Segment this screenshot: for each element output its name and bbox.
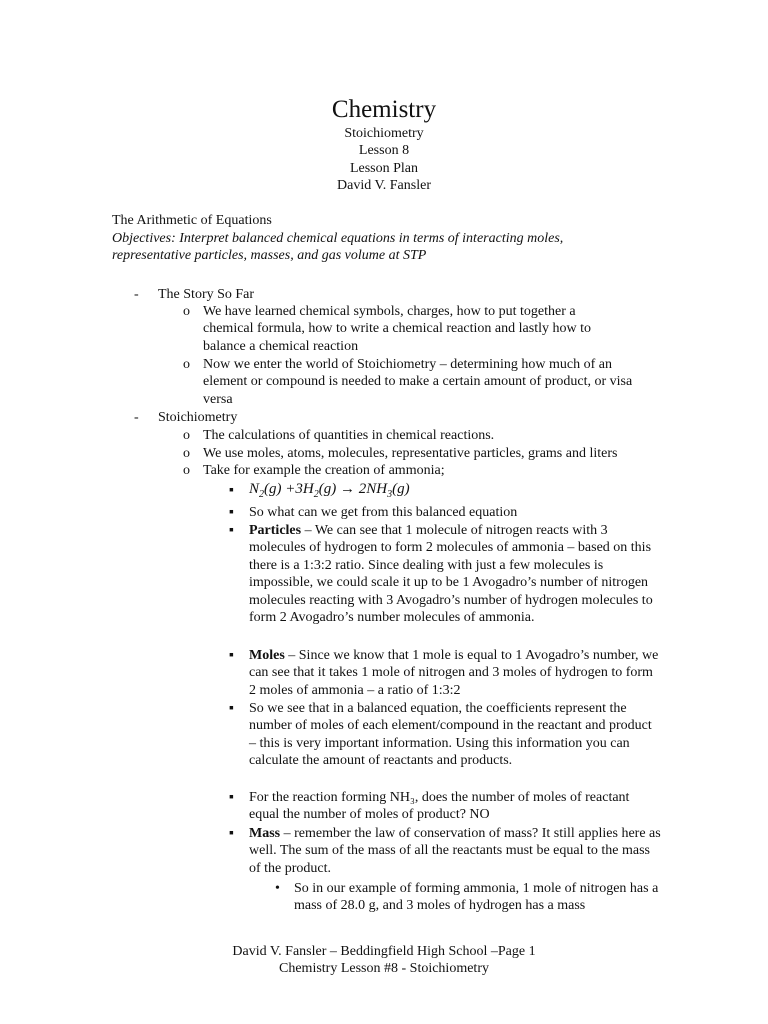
objectives-text: Objectives: Interpret balanced chemical equations in terms of interacting moles, representative particles, masses, and gas volume at STP bbox=[112, 231, 564, 264]
coefficients-paragraph: So we see that in a balanced equation, the coefficients represent the number of moles of each element/compound in the reactant and product – this is very important information. Using this information you can calculate the amount of reactants and products. bbox=[249, 701, 652, 769]
stoich-item-calculations: The calculations of quantities in chemical reactions. bbox=[203, 428, 495, 443]
dash-bullet: - bbox=[134, 410, 139, 425]
circle-bullet: o bbox=[183, 428, 190, 443]
square-bullet: ▪ bbox=[229, 648, 234, 663]
stoich-item-units: We use moles, atoms, molecules, representative particles, grams and liters bbox=[203, 446, 618, 461]
moles-label: Moles bbox=[249, 648, 285, 663]
particles-label: Particles bbox=[249, 523, 302, 538]
circle-bullet: o bbox=[183, 304, 190, 319]
dot-bullet: • bbox=[275, 881, 280, 896]
document-type: Lesson Plan bbox=[349, 160, 419, 176]
equation-question: So what can we get from this balanced equation bbox=[249, 505, 518, 520]
story-item-stoichiometry: Now we enter the world of Stoichiometry – determining how much of an element or compound is needed to make a certain amount of product, or visa versa bbox=[203, 357, 633, 407]
circle-bullet: o bbox=[183, 446, 190, 461]
square-bullet: ▪ bbox=[229, 701, 234, 716]
square-bullet: ▪ bbox=[229, 790, 234, 805]
author-name: David V. Fansler bbox=[337, 178, 431, 194]
document-header bbox=[0, 95, 768, 195]
section-title: The Arithmetic of Equations bbox=[112, 213, 272, 228]
mass-paragraph: Mass – remember the law of conservation of mass? It still applies here as well. The sum of the mass of all the reactants must be equal to the mass of the product. bbox=[249, 826, 661, 876]
page-footer bbox=[0, 943, 768, 978]
subject-line: Stoichiometry bbox=[344, 126, 424, 141]
particles-paragraph: Particles – We can see that 1 molecule of nitrogen reacts with 3 molecules of hydrogen to form 2 molecules of ammonia – based on this there is a 1:3:2 ratio. Since dealing with just a few molecules is impossible, we could scale it up to be 1 Avogadro’s number of nitrogen molecules reacting with 3 Avogadro’s number of hydrogen molecules to form 2 Avogadro’s number molecules of ammonia. bbox=[249, 523, 653, 626]
square-bullet: ▪ bbox=[229, 483, 234, 498]
lesson-number: Lesson 8 bbox=[358, 143, 410, 159]
ammonia-equation: $N_2(g) +3H_2(g) \to 2NH_3(g)$ bbox=[249, 481, 410, 500]
story-heading: The Story So Far bbox=[158, 287, 255, 302]
square-bullet: ▪ bbox=[229, 505, 234, 520]
mass-example: So in our example of forming ammonia, 1 mole of nitrogen has a mass of 28.0 g, and 3 moles of hydrogen has a mass bbox=[294, 881, 659, 914]
square-bullet: ▪ bbox=[229, 523, 234, 538]
square-bullet: ▪ bbox=[229, 826, 234, 841]
footer-author-line: David V. Fansler – Beddingfield High School –Page 1 bbox=[232, 944, 536, 959]
moles-paragraph: Moles – Since we know that 1 mole is equal to 1 Avogadro’s number, we can see that it takes 1 mole of nitrogen and 3 moles of hydrogen to form 2 moles of ammonia – a ratio of 1:3:2 bbox=[249, 648, 659, 698]
footer-lesson-line: Chemistry Lesson #8 - Stoichiometry bbox=[279, 961, 489, 977]
dash-bullet: - bbox=[134, 287, 139, 302]
stoich-item-ammonia: Take for example the creation of ammonia; bbox=[203, 463, 445, 478]
circle-bullet: o bbox=[183, 463, 190, 478]
stoichiometry-heading: Stoichiometry bbox=[158, 410, 238, 425]
nh3-question: For the reaction forming NH₃, does the number of moles of reactant equal the number of moles of product? NO bbox=[249, 790, 630, 823]
circle-bullet: o bbox=[183, 357, 190, 372]
story-item-symbols: We have learned chemical symbols, charges, how to put together a chemical formula, how to write a chemical reaction and lastly how to balance a chemical reaction bbox=[203, 304, 591, 354]
mass-label: Mass bbox=[249, 826, 281, 841]
document-title: Chemistry bbox=[331, 96, 437, 123]
